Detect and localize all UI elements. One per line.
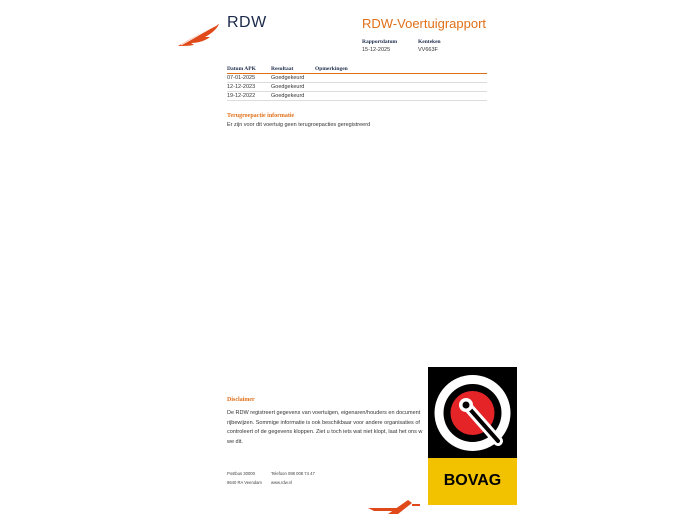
kenteken-value: VV663F bbox=[418, 47, 438, 53]
footer-website: www.rdw.nl bbox=[271, 480, 292, 485]
rapportdatum-value: 15-12-2025 bbox=[362, 47, 391, 53]
disclaimer-body bbox=[227, 409, 427, 447]
rapportdatum-label: Rapportdatum bbox=[362, 39, 398, 45]
disclaimer-line: controleert of de gegevens kloppen. Ziet u toch iets wat niet klopt, laat het ons w bbox=[227, 429, 423, 436]
cell-datum: 12-12-2023 bbox=[227, 84, 256, 90]
kenteken-label: Kenteken bbox=[418, 39, 441, 45]
cell-resultaat: Goedgekeurd bbox=[271, 93, 305, 99]
bovag-logo bbox=[428, 367, 517, 505]
apk-table bbox=[227, 64, 487, 101]
cell-resultaat: Goedgekeurd bbox=[271, 84, 305, 90]
disclaimer-heading: Disclaimer bbox=[227, 397, 255, 403]
table-row bbox=[227, 83, 487, 92]
column-header-datum: Datum APK bbox=[227, 65, 256, 72]
disclaimer-line: we dit. bbox=[227, 438, 243, 445]
table-row bbox=[227, 92, 487, 101]
rdw-logo-icon bbox=[177, 22, 221, 48]
disclaimer-line: De RDW registreert gegevens van voertuigen, eigenaren/houders en document bbox=[227, 410, 421, 416]
recall-text: Er zijn voor dit voertuig geen terugroepacties geregistreerd bbox=[227, 122, 371, 128]
cell-datum: 07-01-2025 bbox=[227, 75, 256, 81]
footer-address: 9640 RA Veendam bbox=[227, 480, 262, 485]
footer-postbus: Postbus 30000 bbox=[227, 471, 255, 476]
column-header-resultaat: Resultaat bbox=[271, 65, 294, 72]
cell-resultaat: Goedgekeurd bbox=[271, 75, 305, 81]
rdw-footer-mark-icon bbox=[368, 500, 420, 514]
column-header-opmerkingen: Opmerkingen bbox=[315, 65, 348, 72]
cell-datum: 19-12-2022 bbox=[227, 93, 256, 99]
brand-name: RDW bbox=[227, 14, 267, 31]
table-row bbox=[227, 74, 487, 83]
table-header bbox=[227, 64, 487, 74]
footer-telefoon: Telefoon 088 008 74 47 bbox=[271, 471, 315, 476]
report-title: RDW-Voertuigrapport bbox=[362, 16, 487, 31]
disclaimer-line: rijbewijzen. Sommige informatie is ook beschikbaar voor andere organisaties of bbox=[227, 419, 420, 426]
bovag-label: BOVAG bbox=[443, 472, 502, 489]
recall-heading: Terugroepactie informatie bbox=[227, 113, 295, 119]
